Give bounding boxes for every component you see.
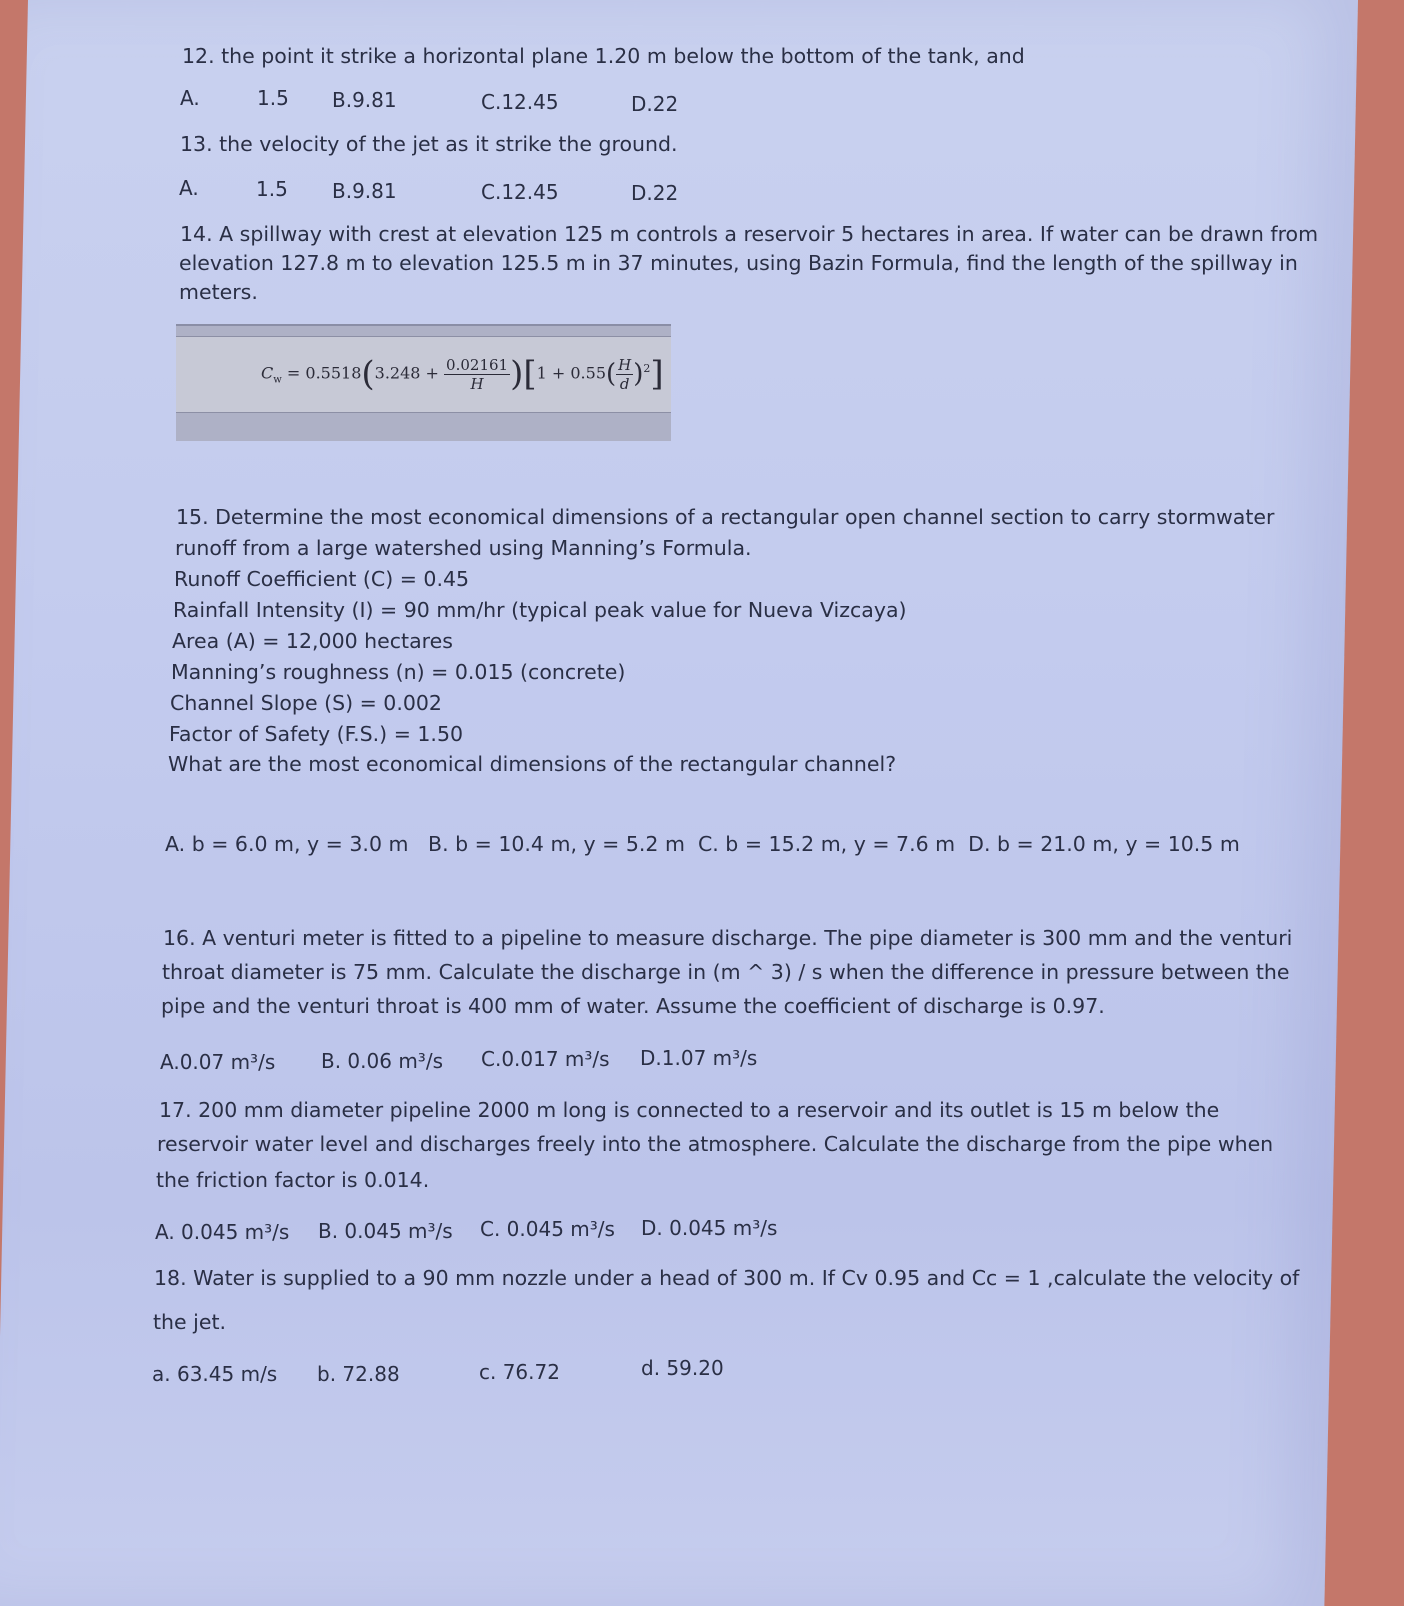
q16-line-1: 16. A venturi meter is fitted to a pipeline to measure discharge. The pipe diameter is 300 mm and the venturi — [163, 926, 1293, 950]
q18-option-c: c. 76.72 — [479, 1360, 560, 1384]
q15-given-1: Runoff Coefficient (C) = 0.45 — [174, 567, 470, 591]
bazin-formula: $C_w = 0.5518(3.248$ + $\frac{0.02161}{H}$ )[1 + 0.55( $\frac{H}{d}$ )$^2$] — [261, 354, 664, 394]
q15-options: A. b = 6.0 m, y = 3.0 m B. b = 10.4 m, y = 5.2 m C. b = 15.2 m, y = 7.6 m D. b = 21.0 m, y = 10.5 m — [165, 832, 1240, 856]
formula-lhs: C — [261, 363, 274, 383]
q17-line-3: the friction factor is 0.014. — [156, 1168, 430, 1192]
q15-given-2: Rainfall Intensity (I) = 90 mm/hr (typical peak value for Nueva Vizcaya) — [173, 598, 907, 622]
q14-line-1: 14. A spillway with crest at elevation 125 m controls a reservoir 5 hectares in area. If water can be drawn from — [180, 222, 1319, 246]
q15-question: What are the most economical dimensions of the rectangular channel? — [168, 752, 897, 776]
q15-line-1: 15. Determine the most economical dimensions of a rectangular open channel section to carry stormwater — [176, 505, 1275, 529]
formula-ratio-den: d — [619, 374, 630, 393]
q16-option-c: C.0.017 m³/s — [481, 1047, 610, 1071]
q18-option-d: d. 59.20 — [641, 1356, 724, 1380]
formula-term1: 3.248 + — [374, 363, 439, 383]
q12-option-d: D.22 — [631, 92, 679, 116]
q12-option-b: B.9.81 — [332, 88, 397, 112]
q16-option-a: A.0.07 m³/s — [160, 1050, 276, 1074]
q14-line-3: meters. — [179, 280, 258, 304]
q12-option-c: C.12.45 — [481, 90, 559, 114]
formula-lhs-sub: w — [273, 374, 282, 386]
q16-line-3: pipe and the venturi throat is 400 mm of water. Assume the coefficient of discharge is 0.97. — [161, 994, 1105, 1018]
q12-text: 12. the point it strike a horizontal plane 1.20 m below the bottom of the tank, and — [182, 44, 1025, 68]
formula-exponent: 2 — [643, 362, 651, 376]
formula-term2: 1 + 0.55 — [536, 363, 606, 383]
q17-option-a: A. 0.045 m³/s — [155, 1220, 290, 1244]
q15-given-6: Factor of Safety (F.S.) = 1.50 — [169, 722, 464, 746]
q14-line-2: elevation 127.8 m to elevation 125.5 m in 37 minutes, using Bazin Formula, find the length of the spillway in — [179, 251, 1298, 275]
formula-coef: = 0.5518 — [286, 363, 362, 383]
q18-option-b: b. 72.88 — [317, 1362, 400, 1386]
bazin-formula-box — [176, 324, 671, 441]
q16-line-2: throat diameter is 75 mm. Calculate the discharge in (m ^ 3) / s when the difference in pressure between the — [162, 960, 1290, 984]
q15-given-4: Manning’s roughness (n) = 0.015 (concrete) — [171, 660, 626, 684]
formula-ratio-num: H — [618, 355, 632, 374]
q16-option-b: B. 0.06 m³/s — [321, 1049, 443, 1073]
q17-option-c: C. 0.045 m³/s — [480, 1217, 615, 1241]
q16-option-d: D.1.07 m³/s — [640, 1046, 758, 1070]
q13-option-a: 1.5 — [256, 177, 288, 201]
q18-line-2: the jet. — [153, 1310, 227, 1334]
q17-option-b: B. 0.045 m³/s — [318, 1219, 453, 1243]
q15-line-2: runoff from a large watershed using Manning’s Formula. — [175, 536, 752, 560]
q12-option-a: 1.5 — [257, 86, 289, 110]
q18-line-1: 18. Water is supplied to a 90 mm nozzle under a head of 300 m. If Cv 0.95 and Cc = 1 ,calculate the velocity of — [154, 1266, 1300, 1290]
q15-given-3: Area (A) = 12,000 hectares — [172, 629, 453, 653]
q17-option-d: D. 0.045 m³/s — [641, 1216, 778, 1240]
q13-option-b: B.9.81 — [332, 179, 397, 203]
q17-line-2: reservoir water level and discharges freely into the atmosphere. Calculate the discharge from the pipe when — [157, 1132, 1274, 1156]
q13-option-c: C.12.45 — [481, 180, 559, 204]
formula-ratio — [616, 356, 633, 393]
q12-option-label: A. — [180, 86, 200, 110]
formula-fraction — [444, 356, 510, 393]
q15-given-5: Channel Slope (S) = 0.002 — [170, 691, 442, 715]
q13-option-label: A. — [179, 176, 199, 200]
q13-text: 13. the velocity of the jet as it strike the ground. — [180, 132, 678, 156]
q18-option-a: a. 63.45 m/s — [152, 1362, 278, 1386]
formula-frac-num: 0.02161 — [446, 355, 509, 374]
formula-frac-den: H — [470, 374, 484, 393]
q17-line-1: 17. 200 mm diameter pipeline 2000 m long is connected to a reservoir and its outlet is 15 m below the — [159, 1098, 1220, 1122]
q13-option-d: D.22 — [631, 181, 679, 205]
